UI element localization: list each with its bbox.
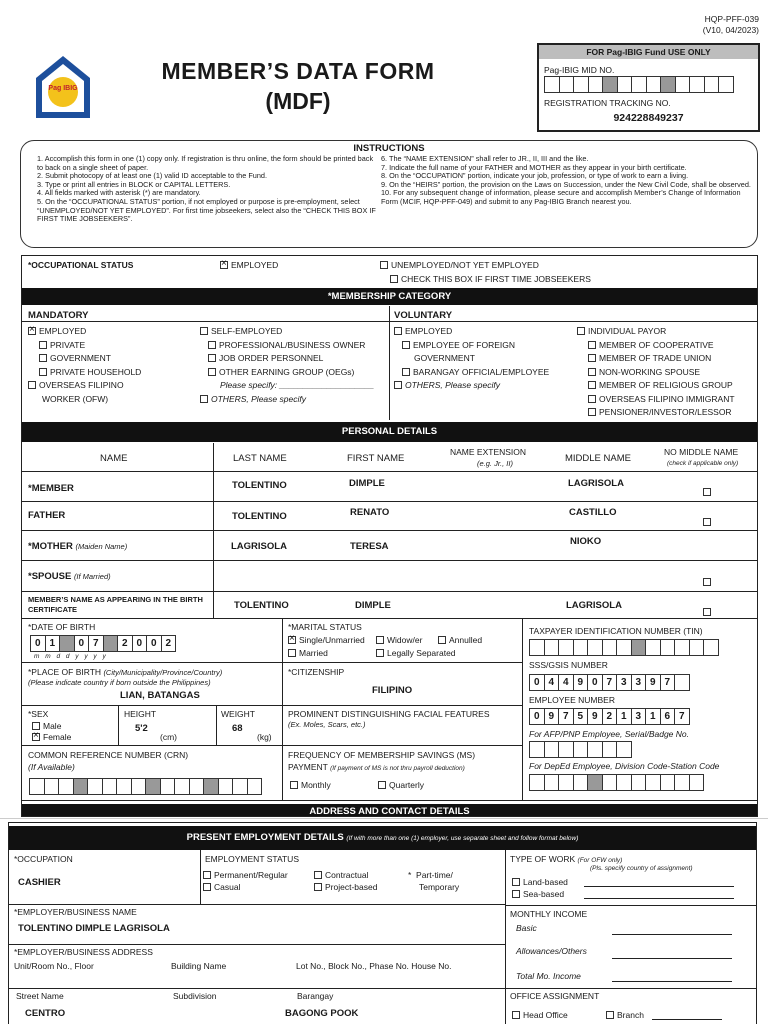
pob-sub: (Please indicate country if born outside the Philippines) [28,678,211,687]
instruction-item: 5. On the “OCCUPATIONAL STATUS” portion, if not employed or purpose is pre-employment, select “UNEMPLOYED/NOT YET EMPLOYED”. For first time jobseekers, select also the “CHECK THIS BOX IF FIRST TIME JOBSEEKERS”. [37,196,376,224]
sss-boxes[interactable]: 0 4 4 9 0 7 3 3 9 7 [529,674,689,691]
cat-private-household[interactable]: PRIVATE HOUSEHOLD [28,366,141,380]
spouse-no-middle-checkbox[interactable] [703,572,714,590]
col-name-ext: NAME EXTENSION [450,447,527,457]
ms-monthly[interactable]: Monthly [290,780,331,790]
col-last-name: LAST NAME [233,453,287,464]
cat-employed[interactable]: ×EMPLOYED [28,325,141,339]
dob-label: *DATE OF BIRTH [28,622,96,632]
birthcert-no-middle-checkbox[interactable] [703,602,714,620]
marital-married[interactable]: Married [288,648,328,658]
checkbox-icon[interactable] [200,395,208,403]
occupational-status-label: *OCCUPATIONAL STATUS [28,260,134,270]
employment-status-label: EMPLOYMENT STATUS [205,854,299,864]
fund-use-title: FOR Pag-IBIG Fund USE ONLY [539,45,758,59]
checkbox-icon[interactable] [402,368,410,376]
voluntary-heading: VOLUNTARY [394,310,453,321]
ms-label: FREQUENCY OF MEMBERSHIP SAVINGS (MS) [288,750,476,760]
cat-oeg[interactable]: OTHER EARNING GROUP (OEGs) [200,366,374,380]
income-allowances: Allowances/Others [516,946,587,956]
row-father-label: FATHER [28,510,66,521]
office-assignment-label: OFFICE ASSIGNMENT [510,991,600,1001]
checkbox-icon[interactable] [402,341,410,349]
addr-unit-label: Unit/Room No., Floor [14,961,94,971]
voluntary-col2 [577,325,735,420]
checkbox-icon[interactable] [512,1011,520,1019]
checkbox-icon[interactable] [703,608,711,616]
birthcert-last-name[interactable]: TOLENTINO [234,600,289,611]
checkbox-icon[interactable] [577,327,585,335]
dob-boxes[interactable]: 0 1 0 7 2 0 0 2 [30,635,175,652]
form-version: (V10, 04/2023) [702,25,759,35]
pagibig-logo [34,54,92,120]
checkbox-icon[interactable] [314,871,322,879]
sex-female[interactable]: ×Female [32,732,71,742]
instruction-item: 4. All fields marked with asterisk (*) are mandatory. [37,188,201,198]
vol-cooperative[interactable]: MEMBER OF COOPERATIVE [577,339,735,353]
status-part-time[interactable]: * Part-time/ [408,870,453,880]
mother-first-name[interactable]: TERESA [350,541,389,552]
father-no-middle-checkbox[interactable] [703,512,714,530]
type-of-work-sub: (Pls. specify country of assignment) [590,865,693,872]
personal-details-bar: PERSONAL DETAILS [22,422,757,442]
status-project[interactable]: Project-based [314,882,377,892]
dob-format-hint: m m d d y y y y [34,653,107,660]
checkbox-icon[interactable] [200,327,208,335]
weight-label: WEIGHT [221,709,255,719]
status-contractual[interactable]: Contractual [314,870,368,880]
occ-unemployed-label: UNEMPLOYED/NOT YET EMPLOYED [391,260,539,270]
col-name: NAME [100,453,128,464]
status-permanent[interactable]: Permanent/Regular [203,870,288,880]
employment-bar: PRESENT EMPLOYMENT DETAILS (If with more than one (1) employer, use separate sheet and follow format below) [9,826,756,850]
addr-building-label: Building Name [171,961,227,971]
member-last-name[interactable]: TOLENTINO [232,480,287,491]
crn-label: COMMON REFERENCE NUMBER (CRN) [28,750,189,760]
income-total: Total Mo. Income [516,971,581,981]
pob-label: *PLACE OF BIRTH (City/Municipality/Province/Country) [28,667,223,677]
addr-barangay-label: Barangay [297,991,334,1001]
crn-sub: (If Available) [28,762,75,772]
pob-value[interactable]: LIAN, BATANGAS [120,690,200,701]
occupation-label: *OCCUPATION [14,854,73,864]
addr-subdivision-label: Subdivision [173,991,217,1001]
checkbox-icon[interactable] [703,578,711,586]
marital-annulled[interactable]: Annulled [438,635,482,645]
height-value[interactable]: 5'2 [135,723,148,734]
tin-label: TAXPAYER IDENTIFICATION NUMBER (TIN) [529,626,703,636]
checkbox-icon[interactable] [378,781,386,789]
marital-status-label: *MARITAL STATUS [288,622,362,632]
instruction-item: 7. Indicate the full name of your FATHER and MOTHER as they appear in your birth certificate. [381,162,687,172]
checkbox-icon[interactable] [39,368,47,376]
cat-government[interactable]: GOVERNMENT [28,352,141,366]
cat-self-employed[interactable]: SELF-EMPLOYED [200,325,374,339]
vol-ofw-immigrant[interactable]: OVERSEAS FILIPINO IMMIGRANT [577,393,735,407]
type-of-work-label: TYPE OF WORK (For OFW only) [510,854,623,864]
member-middle-name[interactable]: LAGRISOLA [568,478,624,489]
checkbox-icon[interactable] [203,871,211,879]
marital-separated[interactable]: Legally Separated [376,648,456,658]
addr-lot-label: Lot No., Block No., Phase No. House No. [296,961,452,971]
col-name-ext-sub: (e.g. Jr., II) [477,459,513,468]
checkbox-icon[interactable] [208,341,216,349]
col-no-middle: NO MIDDLE NAME [664,447,739,457]
checkbox-icon[interactable] [376,649,384,657]
checkbox-icon[interactable] [208,354,216,362]
father-middle-name[interactable]: CASTILLO [569,507,617,518]
afp-label: For AFP/PNP Employee, Serial/Badge No. [529,729,689,739]
employee-number-boxes[interactable]: 0 9 7 5 9 2 1 3 1 6 7 [529,708,689,725]
form-code: HQP-PFF-039 [704,14,759,24]
crn-boxes[interactable] [29,778,261,795]
occupation-value[interactable]: CASHIER [18,877,61,888]
checkbox-icon[interactable] [203,883,211,891]
work-sea-based[interactable]: Sea-based [512,889,564,899]
work-land-based[interactable]: Land-based [512,877,568,887]
checkbox-icon[interactable] [588,341,596,349]
facial-features-label: PROMINENT DISTINGUISHING FACIAL FEATURES [288,709,490,719]
checkbox-icon[interactable] [588,368,596,376]
employee-number-label: EMPLOYEE NUMBER [529,695,615,705]
col-no-middle-sub: (check if applicable only) [667,460,739,467]
asterisk-mark-icon: * [408,870,417,880]
barangay-value[interactable]: BAGONG POOK [285,1008,359,1019]
membership-category-bar: *MEMBERSHIP CATEGORY [22,288,757,305]
cat-oeg-specify[interactable]: Please specify: ____________________ [220,380,375,390]
cat-professional[interactable]: PROFESSIONAL/BUSINESS OWNER [200,339,374,353]
checkbox-icon[interactable] [588,408,596,416]
vol-barangay[interactable]: BARANGAY OFFICIAL/EMPLOYEE [394,366,549,380]
sss-label: SSS/GSIS NUMBER [529,660,608,670]
mother-last-name[interactable]: LAGRISOLA [231,541,287,552]
checkbox-icon[interactable] [606,1011,614,1019]
checkbox-icon[interactable] [588,381,596,389]
mid-number-boxes[interactable] [544,76,733,93]
row-birthcert-label: MEMBER’S NAME AS APPEARING IN THE BIRTH CERTIFICATE [28,595,203,614]
birthcert-middle-name[interactable]: LAGRISOLA [566,600,622,611]
instructions-left [37,155,377,224]
ms-quarterly[interactable]: Quarterly [378,780,424,790]
instructions-right [381,155,753,207]
facial-features-sub: (Ex. Moles, Scars, etc.) [288,720,366,729]
occ-unemployed-option[interactable] [380,260,539,270]
occ-employed-option[interactable] [220,260,278,270]
member-first-name[interactable]: DIMPLE [349,478,385,489]
instruction-item: 8. On the “OCCUPATION” portion, indicate your job, profession, or type of work to earn a living. [381,171,689,181]
checkbox-icon[interactable] [314,883,322,891]
instructions-box [20,140,758,248]
checkbox-icon[interactable] [703,488,711,496]
cat-private[interactable]: PRIVATE [28,339,141,353]
mandatory-col2 [200,325,374,406]
instructions-title: INSTRUCTIONS [353,143,425,154]
instruction-item: 9. On the “HEIRS” portion, the provision on the Laws on Succession, under the New Civil Code, shall be observed. [381,179,751,189]
row-spouse-label: *SPOUSE (If Married) [28,571,111,582]
mid-label: Pag-IBIG MID NO. [544,65,615,75]
rtn-value: 924228849237 [613,112,684,124]
form-title-sub: (MDF) [265,88,331,114]
citizenship-label: *CITIZENSHIP [288,667,345,677]
income-basic: Basic [516,923,537,933]
employer-name-label: *EMPLOYER/BUSINESS NAME [14,907,137,917]
instruction-item: 6. The “NAME EXTENSION” shall refer to JR., II, III and the like. [381,154,589,163]
weight-value[interactable]: 68 [232,723,243,734]
checkbox-icon[interactable] [376,636,384,644]
status-temporary: Temporary [419,882,460,892]
fund-use-box [537,43,760,132]
row-member-label: *MEMBER [28,483,74,494]
checkbox-icon[interactable] [39,354,47,362]
father-first-name[interactable]: RENATO [350,507,390,518]
addr-street-label: Street Name [16,991,64,1001]
voluntary-col1 [394,325,549,393]
occ-jobseeker-option[interactable] [390,274,591,284]
form-title: MEMBER’S DATA FORM [161,58,435,84]
checkbox-icon[interactable] [28,381,36,389]
instruction-item: 1. Accomplish this form in one (1) copy only. If registration is thru online, the form should be printed back to back on a single sheet of paper. [37,154,374,172]
mother-middle-name[interactable]: NIOKO [570,536,602,547]
mandatory-col1 [28,325,141,406]
checkbox-checked-icon[interactable] [288,636,296,644]
checkbox-icon[interactable] [438,636,446,644]
office-branch[interactable]: Branch [606,1010,644,1020]
vol-others[interactable]: OTHERS, Please specify [394,379,549,393]
vol-employed[interactable]: EMPLOYED [394,325,549,339]
checkbox-icon[interactable] [512,890,520,898]
cat-job-order[interactable]: JOB ORDER PERSONNEL [200,352,374,366]
cat-ofw-line2: WORKER (OFW) [42,393,109,404]
checkbox-icon[interactable] [588,395,596,403]
logo-text: Pag IBIG [48,85,78,92]
col-first-name: FIRST NAME [347,453,405,464]
vol-religious[interactable]: MEMBER OF RELIGIOUS GROUP [577,379,735,393]
deped-label: For DepEd Employee, Division Code-Station Code [529,761,720,771]
member-no-middle-checkbox[interactable] [703,482,714,500]
checkbox-icon[interactable] [512,878,520,886]
cat-others-mandatory[interactable]: OTHERS, Please specify [200,393,374,407]
height-label: HEIGHT [124,709,157,719]
monthly-income-label: MONTHLY INCOME [510,909,588,919]
checkbox-icon[interactable] [394,327,402,335]
checkbox-icon[interactable] [703,518,711,526]
employer-address-label: *EMPLOYER/BUSINESS ADDRESS [14,947,153,957]
office-head[interactable]: Head Office [512,1010,568,1020]
rtn-label: REGISTRATION TRACKING NO. [544,98,671,108]
deped-boxes[interactable] [529,774,703,791]
vol-foreign-gov[interactable]: EMPLOYEE OF FOREIGN [394,339,549,353]
row-mother-label: *MOTHER (Maiden Name) [28,541,128,552]
sex-male[interactable]: Male [32,721,61,731]
checkbox-icon[interactable] [390,275,398,283]
vol-non-working-spouse[interactable]: NON-WORKING SPOUSE [577,366,735,380]
weight-unit: (kg) [257,732,272,742]
employer-name-value[interactable]: TOLENTINO DIMPLE LAGRISOLA [18,923,170,934]
instruction-item: 3. Type or print all entries in BLOCK or CAPITAL LETTERS. [37,179,231,189]
occ-employed-label: EMPLOYED [231,260,279,270]
sex-label: *SEX [28,709,49,719]
height-unit: (cm) [160,732,177,742]
cat-ofw[interactable]: OVERSEAS FILIPINO [28,379,141,393]
checkbox-icon[interactable] [288,649,296,657]
col-middle-name: MIDDLE NAME [565,453,631,464]
mandatory-heading: MANDATORY [28,310,89,321]
checkbox-icon[interactable] [394,381,402,389]
checkbox-checked-icon[interactable] [32,733,40,741]
ms-label2: PAYMENT (If payment of MS is not thru payroll deduction) [288,762,465,772]
vol-individual-payor[interactable]: INDIVIDUAL PAYOR [577,325,735,339]
vol-trade-union[interactable]: MEMBER OF TRADE UNION [577,352,735,366]
father-last-name[interactable]: TOLENTINO [232,511,287,522]
marital-single[interactable]: ×Single/Unmarried [288,635,365,645]
street-value[interactable]: CENTRO [25,1008,66,1019]
checkbox-checked-icon[interactable] [220,261,228,269]
checkbox-icon[interactable] [39,341,47,349]
checkbox-icon[interactable] [32,722,40,730]
instruction-item: 2. Submit photocopy of at least one (1) valid ID acceptable to the Fund. [37,171,267,181]
checkbox-icon[interactable] [588,354,596,362]
citizenship-value[interactable]: FILIPINO [372,685,413,696]
vol-foreign-gov-line2: GOVERNMENT [414,353,475,363]
occ-jobseeker-label: CHECK THIS BOX IF FIRST TIME JOBSEEKERS [401,274,591,284]
checkbox-icon[interactable] [290,781,298,789]
checkbox-icon[interactable] [208,368,216,376]
birthcert-first-name[interactable]: DIMPLE [355,600,391,611]
afp-boxes[interactable] [529,741,631,758]
vol-pensioner[interactable]: PENSIONER/INVESTOR/LESSOR [577,406,735,420]
instruction-item: 10. For any subsequent change of information, please secure and accomplish Member’s Change of Information Form (MCIF, HQP-PFF-049) and submit to any Pag-IBIG Branch nearest you. [381,188,741,206]
checkbox-icon[interactable] [380,261,388,269]
address-contact-bar: ADDRESS AND CONTACT DETAILS [22,804,757,816]
checkbox-checked-icon[interactable] [28,327,36,335]
tin-boxes[interactable] [529,639,718,656]
status-casual[interactable]: Casual [203,882,240,892]
marital-widow[interactable]: Widow/er [376,635,422,645]
